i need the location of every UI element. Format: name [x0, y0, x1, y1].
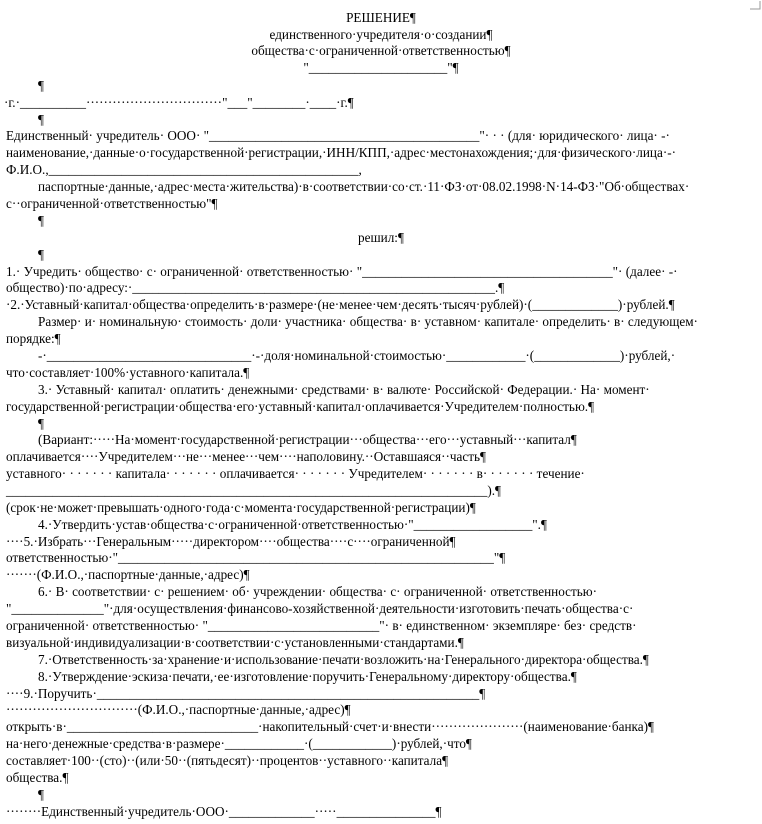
clause-9-line-6: общества.¶ [6, 770, 69, 785]
place-date-line: ·г.·__________·······························"___"________·____·г.¶ [4, 95, 354, 110]
clause-5-line-2: ответственностью·"_________________________________________________________"¶ [6, 550, 506, 565]
clause-9-line-1: ····9.·Поручить·__________________________________________________________¶ [6, 686, 486, 701]
title-line-2: единственного·учредителя·о·создании¶ [269, 27, 493, 42]
clause-6-line-3: ограниченной· ответственностью· "__________________________"· в· единственном· экземпляре· без· средств· [6, 618, 637, 633]
empty-paragraph: ¶ [38, 213, 44, 228]
empty-paragraph: ¶ [38, 78, 44, 93]
clause-8-line: 8.·Утверждение·эскиза·печати,·ее·изготовление·поручить·Генеральному·директору·общества.¶ [38, 669, 577, 684]
empty-paragraph: ¶ [38, 416, 44, 431]
share-percent-line: что·составляет·100%·уставного·капитала.¶ [6, 365, 250, 380]
clause-9-line-3: открыть·в·_____________________________·накопительный·счет·и·внести·····················(наименование·банка)¶ [6, 719, 654, 734]
clause-5-line-1: ····5.·Избрать···Генеральным·····директором····общества····с····ограниченной¶ [6, 534, 456, 549]
clause-9-line-4: на·него·денежные·средства·в·размере·____________·(____________)·рублей,·что¶ [6, 736, 472, 751]
clause-1-line-1: 1.· Учредить· общество· с· ограниченной· ответственностью· "______________________________________"· (далее· -· [6, 264, 678, 279]
clause-9-line-5: составляет·100··(сто)··(или·50··(пятьдесят)··процентов··уставного··капитала¶ [6, 753, 449, 768]
title-line-3: общества·с·ограниченной·ответственностью¶ [251, 43, 511, 58]
founder-line-2: наименование,·данные·о·государственной·регистрации,·ИНН/КПП,·адрес·местонахождения;·для·физического·лица·-· [6, 145, 677, 160]
clause-3-line-1: 3.· Уставный· капитал· оплатить· денежными· средствами· в· валюте· Российской· Федерации.· На· момент· [38, 382, 650, 397]
clause-3-line-2: государственной·регистрации·общества·его·уставный·капитал·оплачивается·Учредителем·полностью.¶ [6, 399, 595, 414]
signature-line: ········Единственный·учредитель·ООО·_____________·····_______________¶ [6, 804, 442, 819]
page-corner-mark-icon [748, 0, 762, 10]
clause-4-line: 4.·Утвердить·устав·общества·с·ограниченной·ответственностью·"__________________".¶ [38, 517, 547, 532]
variant-line-3: уставного· · · · · · · капитала· · · · · · · оплачивается· · · · · · · Учредителем· · · · · · · в· · · · · · · течение· [6, 466, 585, 481]
share-size-line-1: Размер· и· номинальную· стоимость· доли· участника· общества· в· уставном· капитале· определить· в· следующем· [38, 314, 698, 329]
clause-7-line: 7.·Ответственность·за·хранение·и·использование·печати·возложить·на·Генерального·директора·общества.¶ [38, 652, 649, 667]
document-title: РЕШЕНИЕ¶ [346, 10, 416, 25]
founder-line-5: с··ограниченной·ответственностью"¶ [6, 196, 218, 211]
founder-line-1: Единственный· учредитель· ООО· "_________________________________________"· · · (для· юридического· лица· -· [6, 128, 670, 143]
clause-9-line-2: ······························(Ф.И.О.,·паспортные·данные,·адрес)¶ [6, 702, 351, 717]
clause-6-line-4: визуальной·индивидуализации·в·соответствии·с·установленными·стандартами.¶ [6, 635, 464, 650]
clause-5-line-3: ·······(Ф.И.О.,·паспортные·данные,·адрес)¶ [6, 567, 250, 582]
share-size-line-2: порядке:¶ [6, 331, 61, 346]
variant-line-4: _________________________________________________________________________).¶ [6, 483, 502, 498]
share-value-line: -·_______________________________·-·доля·номинальной·стоимостью·____________·(_____________)·рублей,· [38, 348, 676, 363]
clause-2-line: ·2.·Уставный·капитал·общества·определить·в·размере·(не·менее·чем·десять·тысяч·рублей)·(_____________)·рублей.¶ [6, 297, 675, 312]
founder-line-3: Ф.И.О.,_______________________________________________, [6, 162, 362, 177]
decided-heading: решил:¶ [358, 230, 404, 245]
clause-1-line-2: общество)·по·адресу:·_______________________________________________________.¶ [6, 280, 505, 295]
founder-line-4: паспортные·данные,·адрес·места·жительства)·в·соответствии·со·ст.·11·ФЗ·от·08.02.1998·N·14-ФЗ·"Об·обществах· [38, 179, 690, 194]
empty-paragraph: ¶ [38, 247, 44, 262]
variant-line-2: оплачивается····Учредителем···не···менее···чем····наполовину.··Оставшаяся··часть¶ [6, 449, 486, 464]
variant-line-5: (срок·не·может·превышать·одного·года·с·момента·государственной·регистрации)¶ [6, 500, 476, 515]
clause-6-line-1: 6.· В· соответствии· с· решением· об· учреждении· общества· с· ограниченной· ответственностью· [38, 584, 598, 599]
company-name-blank: "_____________________"¶ [303, 60, 459, 75]
empty-paragraph: ¶ [38, 787, 44, 802]
clause-6-line-2: "______________"·для·осуществления·финансово-хозяйственной·деятельности·изготовить·печать·общества·с· [6, 601, 634, 616]
variant-line-1: (Вариант:·····На·момент·государственной·регистрации···общества···его···уставный···капитал¶ [38, 432, 577, 447]
empty-paragraph: ¶ [38, 112, 44, 127]
